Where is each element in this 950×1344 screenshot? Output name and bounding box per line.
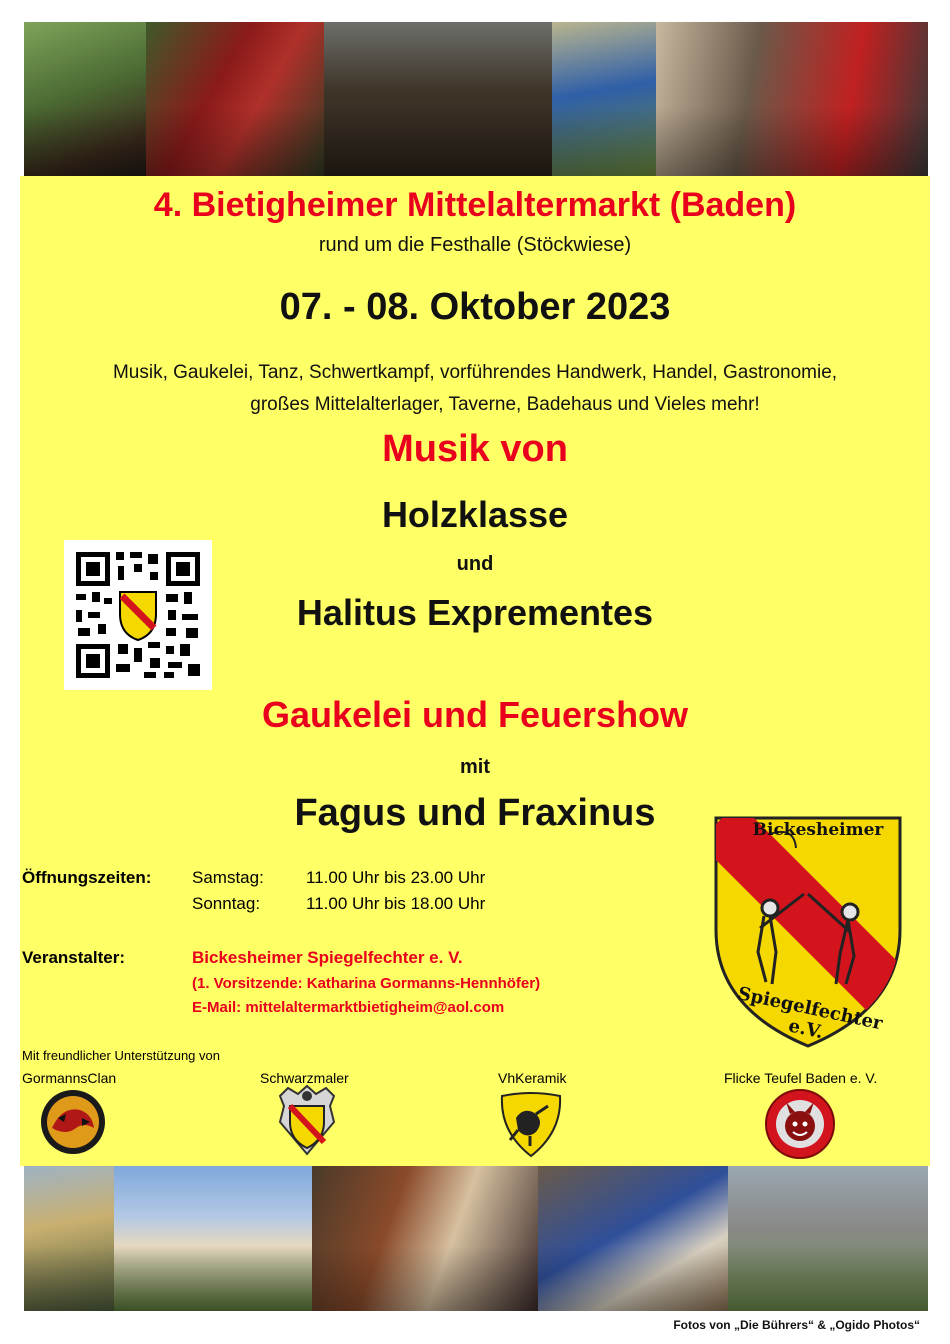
photo-costumed-couple [146, 22, 324, 176]
bottom-photo-strip [24, 1166, 928, 1311]
emblem-top-text: Bickesheimer [752, 820, 884, 840]
sponsor-gormannsclan-name: GormannsClan [22, 1070, 117, 1086]
music-connector: und [456, 553, 494, 575]
opening-hours-label: Öffnungszeiten: [22, 868, 152, 887]
event-description-line1: Musik, Gaukelei, Tanz, Schwertkampf, vorführendes Handwerk, Handel, Gastronomie, [112, 362, 838, 383]
sponsor-schwarzmaler-name: Schwarzmaler [260, 1070, 349, 1086]
sponsors-intro: Mit freundlicher Unterstützung von [22, 1048, 220, 1063]
qr-code[interactable] [64, 540, 212, 690]
sponsor-vhkeramik-name: VhKeramik [498, 1070, 567, 1086]
event-subtitle: rund um die Festhalle (Stöckwiese) [318, 234, 632, 256]
show-heading: Gaukelei und Feuershow [261, 694, 689, 735]
photo-credit: Fotos von „Die Bührers“ & „Ogido Photos“ [673, 1318, 920, 1332]
sponsor-flicke-teufel-name: Flicke Teufel Baden e. V. [724, 1070, 878, 1086]
band-holzklasse: Holzklasse [381, 494, 569, 535]
time-saturday: 11.00 Uhr bis 23.00 Uhr [306, 868, 486, 887]
photo-women-crafting [538, 1166, 728, 1311]
photo-knights-banners [24, 1166, 114, 1311]
spiegelfechter-emblem [708, 812, 908, 1052]
photo-knight-crowd [656, 22, 928, 176]
organizer-chair: (1. Vorsitzende: Katharina Gormanns-Hennhöfer) [192, 975, 541, 992]
crest-icon [274, 1082, 340, 1158]
day-sunday: Sonntag: [192, 894, 261, 913]
photo-knight-fight [728, 1166, 928, 1311]
event-title: 4. Bietigheimer Mittelaltermarkt (Baden) [153, 186, 797, 224]
day-saturday: Samstag: [192, 868, 264, 887]
music-heading: Musik von [382, 428, 568, 470]
top-photo-strip [24, 22, 928, 176]
show-performers: Fagus und Fraxinus [294, 792, 656, 834]
emblem-bottom-text: Spiegelfechter e.V. [735, 983, 885, 1044]
schwarzmaler-logo [274, 1082, 340, 1163]
devil-seal-icon [762, 1088, 838, 1160]
organizer-name: Bickesheimer Spiegelfechter e. V. [192, 948, 463, 967]
qr-code-icon [64, 540, 212, 690]
event-description-line2: großes Mittelalterlager, Taverne, Badehaus und Vieles mehr! [250, 394, 760, 415]
photo-craftsman-tent [324, 22, 552, 176]
photo-woman-blue-dress [552, 22, 656, 176]
event-date: 07. - 08. Oktober 2023 [279, 286, 671, 328]
gormannsclan-logo [36, 1088, 110, 1161]
vhkeramik-logo [496, 1088, 566, 1165]
flicke-teufel-logo [762, 1088, 838, 1165]
dragon-shield-icon [36, 1088, 110, 1156]
organizer-email[interactable]: E-Mail: mittelaltermarktbietigheim@aol.com [192, 999, 505, 1016]
show-connector: mit [460, 756, 490, 778]
band-halitus: Halitus Exprementes [296, 592, 654, 633]
poster [20, 176, 930, 1166]
photo-tent-camp [114, 1166, 312, 1311]
photo-costumed-group [312, 1166, 538, 1311]
organizer-label: Veranstalter: [22, 948, 125, 967]
time-sunday: 11.00 Uhr bis 18.00 Uhr [306, 894, 486, 913]
photo-campfire [24, 22, 146, 176]
dragon-icon [496, 1088, 566, 1160]
